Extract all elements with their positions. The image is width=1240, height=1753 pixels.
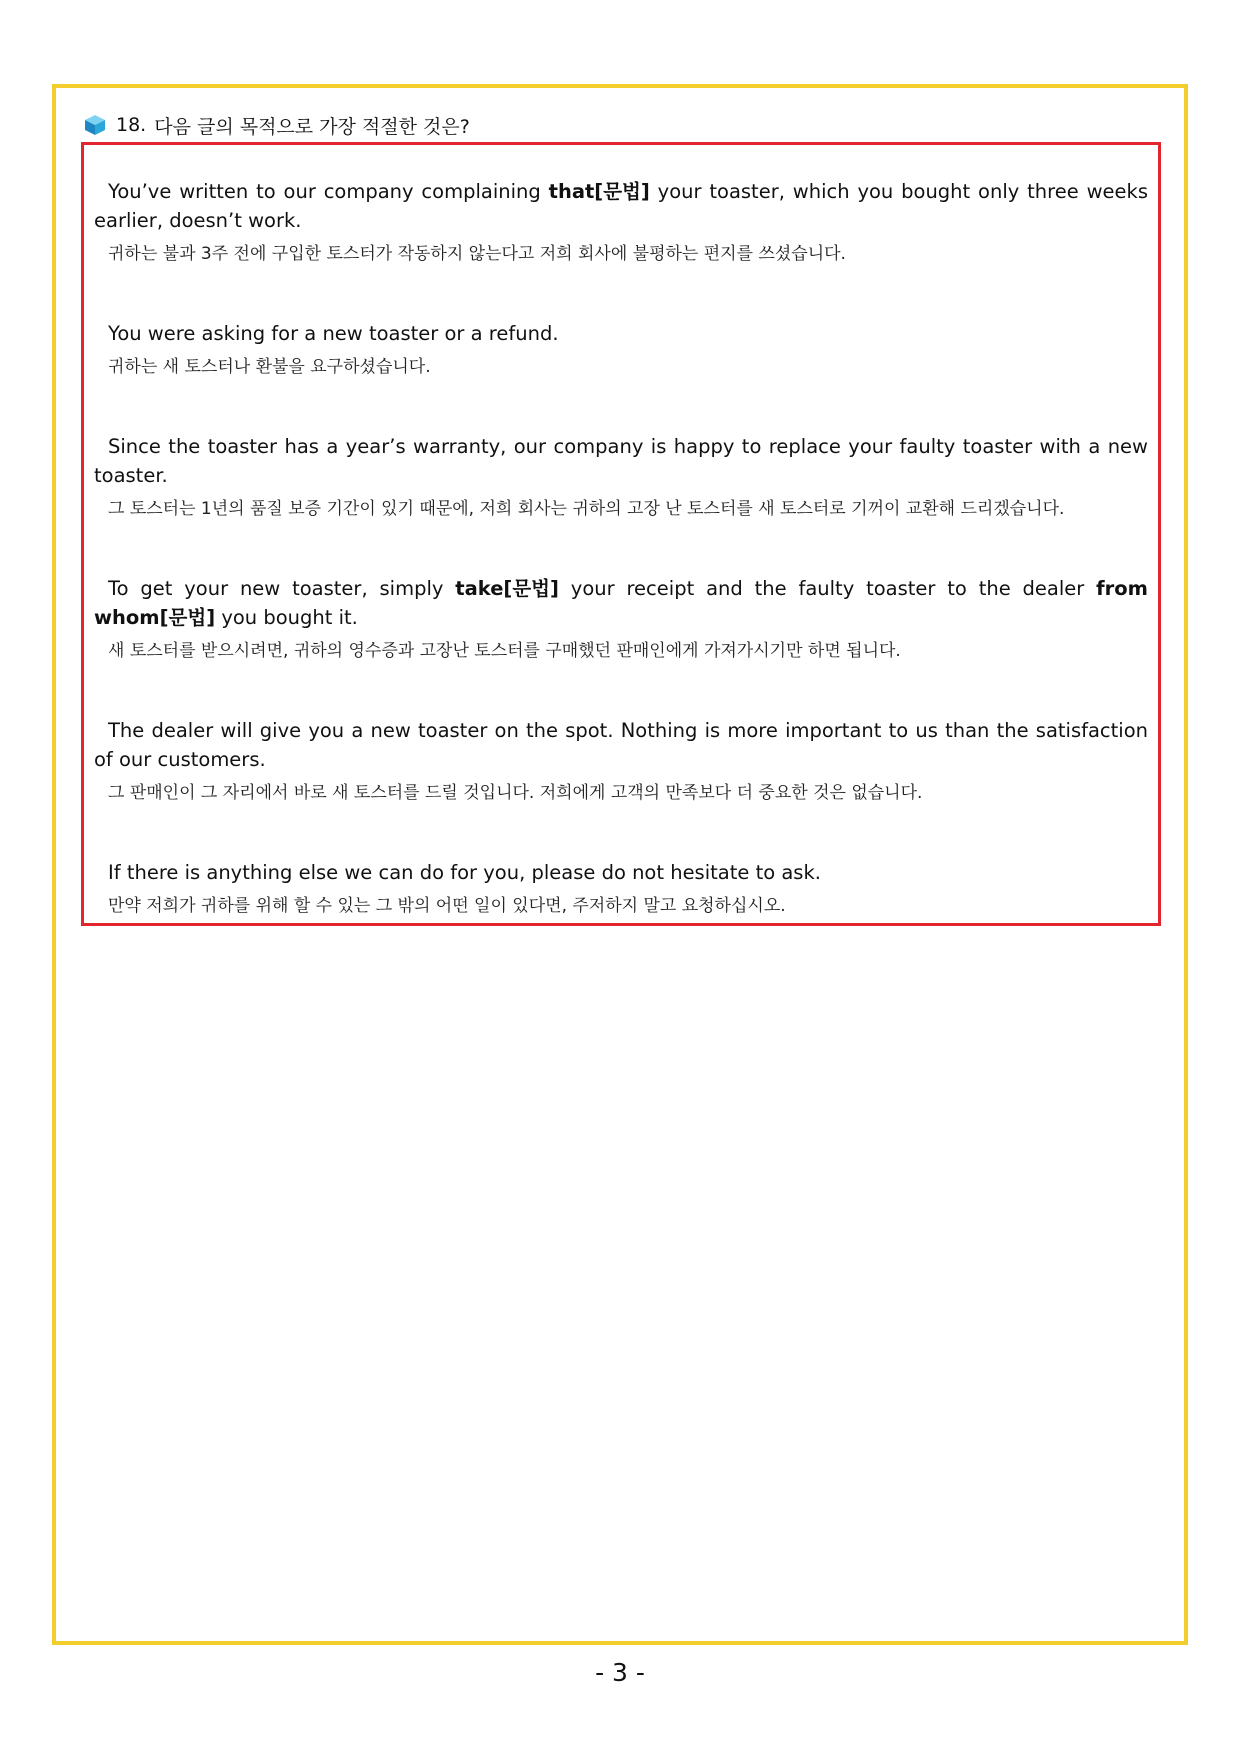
grammar-point: take[문법]	[455, 577, 559, 600]
page-number: - 3 -	[595, 1658, 645, 1687]
sentence-text: you bought it.	[215, 606, 358, 629]
english-sentence	[94, 432, 1148, 490]
english-sentence	[94, 574, 1148, 632]
korean-translation: 만약 저희가 귀하를 위해 할 수 있는 그 밖의 어떤 일이 있다면, 주저하지 말고 요청하십시오.	[108, 896, 786, 916]
question-text: 다음 글의 목적으로 가장 적절한 것은?	[154, 115, 470, 138]
korean-translation: 귀하는 새 토스터나 환불을 요구하셨습니다.	[108, 357, 431, 377]
grammar-point: that[문법]	[548, 180, 650, 203]
sentence-text: Since the toaster has a year’s warranty, our company is happy to replace your faulty toaster with a new toaster.	[94, 435, 1148, 487]
korean-translation: 그 토스터는 1년의 품질 보증 기간이 있기 때문에, 저희 회사는 귀하의 고장 난 토스터를 새 토스터로 기꺼이 교환해 드리겠습니다.	[108, 499, 1065, 519]
korean-translation: 귀하는 불과 3주 전에 구입한 토스터가 작동하지 않는다고 저희 회사에 불평하는 편지를 쓰셨습니다.	[108, 244, 846, 264]
passage-paragraph	[94, 716, 1148, 808]
sentence-text: The dealer will give you a new toaster on the spot. Nothing is more important to us than the satisfaction of our customers.	[94, 719, 1148, 771]
korean-translation: 그 판매인이 그 자리에서 바로 새 토스터를 드릴 것입니다. 저희에게 고객의 만족보다 더 중요한 것은 없습니다.	[108, 783, 923, 803]
sentence-text: your toaster, which you bought only three weeks earlier, doesn’t work.	[94, 180, 1148, 232]
passage-paragraph	[94, 858, 1148, 921]
sentence-text: To get your new toaster, simply	[108, 577, 456, 600]
passage-paragraph	[94, 574, 1148, 666]
cube-icon	[84, 114, 106, 136]
english-sentence	[94, 858, 1148, 887]
question-number: 18.	[116, 114, 147, 136]
sentence-text: You’ve written to our company complaining	[108, 180, 549, 203]
english-sentence	[94, 177, 1148, 235]
english-sentence	[94, 716, 1148, 774]
english-sentence	[94, 319, 1148, 348]
passage-paragraph	[94, 177, 1148, 269]
korean-translation: 새 토스터를 받으시려면, 귀하의 영수증과 고장난 토스터를 구매했던 판매인에게 가져가시기만 하면 됩니다.	[108, 641, 901, 661]
passage-paragraph	[94, 319, 1148, 382]
grammar-point: from whom[문법]	[94, 577, 1148, 629]
sentence-text: If there is anything else we can do for you, please do not hesitate to ask.	[108, 861, 821, 884]
passage-paragraph	[94, 432, 1148, 524]
sentence-text: You were asking for a new toaster or a refund.	[108, 322, 559, 345]
passage-box	[81, 142, 1161, 926]
sentence-text: your receipt and the faulty toaster to the dealer	[558, 577, 1097, 600]
question-header	[84, 110, 470, 140]
